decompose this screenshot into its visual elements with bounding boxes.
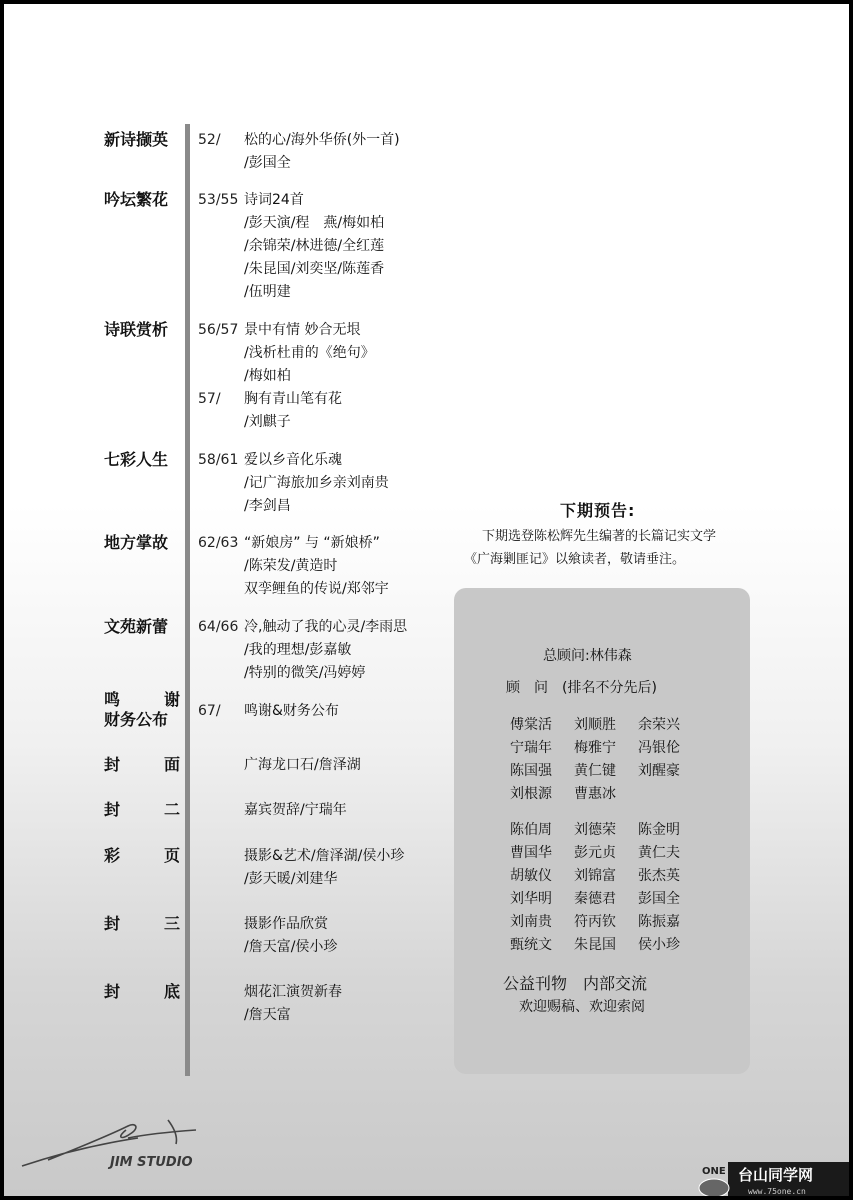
entry-line: /陈荣发/黄造时 [244,558,338,574]
entry-line: /彭天暖/刘建华 [244,871,338,887]
advisor-name: 曹惠冰 [574,786,616,802]
page-number: 67/ [198,703,221,719]
entry-line: 冷,触动了我的心灵/李雨思 [244,619,408,635]
advisor-name: 张杰英 [638,868,680,884]
advisor-name: 彭国全 [638,891,680,907]
page-number: 53/55 [198,192,239,208]
advisor-name: 刘华明 [510,891,552,907]
advisor-row [510,737,702,760]
entry-lines [244,913,337,959]
page-number: 64/66 [198,619,239,635]
section-title-char: 封 [104,982,121,1001]
advisor-name: 侯小珍 [638,937,680,953]
advisor-row [510,783,638,806]
entry-line: 爱以乡音化乐魂 [244,452,342,468]
page-number: 58/61 [198,452,239,468]
advisor-name: 彭元贞 [574,845,616,861]
badge-mark: ONE [702,1166,726,1177]
entry-line: 摄影作品欣赏 [244,916,328,932]
advisor-name: 冯银伦 [638,740,680,756]
entry-line: /浅析杜甫的《绝句》 [244,345,375,361]
entry-line: /彭国全 [244,155,291,171]
entry-line: /梅如柏 [244,368,291,384]
advisor-name: 陈国强 [510,763,552,779]
entry-lines [244,845,404,891]
entry-lines [244,981,342,1027]
section-title-line [104,690,180,710]
section-title-char: 封 [104,914,121,933]
entry-line: /彭天演/程 燕/梅如柏 [244,215,385,231]
badge-url: www.75one.cn [748,1187,806,1196]
page-number: 52/ [198,132,221,148]
section-title: 诗联赏析 [104,320,169,339]
advisor-name: 刘根源 [510,786,552,802]
section-title [104,754,180,776]
advisor-name: 刘醒豪 [638,763,680,779]
advisor-name: 傅棠活 [510,717,552,733]
section-title [104,799,180,821]
advisor-row [510,842,702,865]
entry-lines [244,754,361,777]
slogan-secondary: 欢迎赐稿、欢迎索阅 [519,999,645,1015]
entry-line: /伍明建 [244,284,291,300]
entry-lines [244,189,384,304]
entry-lines [244,700,339,723]
section-title: 地方掌故 [104,533,169,552]
advisor-name: 宁瑞年 [510,740,552,756]
entry-line: /特别的微笑/冯婷婷 [244,665,366,681]
advisor-name: 余荣兴 [638,717,680,733]
entry-line: 烟花汇演贺新春 [244,984,342,1000]
entry-lines [244,616,407,685]
entry-line: /我的理想/彭嘉敏 [244,642,352,658]
notice-body [450,525,790,571]
section-title [104,845,180,867]
entry-line: 摄影&艺术/詹泽湖/侯小珍 [244,848,405,864]
studio-logo [18,1108,228,1178]
section-title-char: 面 [163,755,180,774]
section-title-char: 封 [104,755,121,774]
advisor-name: 陈振嘉 [638,914,680,930]
entry-lines [244,799,347,822]
studio-logo-text: JIM STUDIO [110,1155,193,1170]
section-title-char: 封 [104,800,121,819]
advisors-heading: 顾 问 (排名不分先后) [506,680,657,696]
section-title-char: 三 [163,914,180,933]
entry-line: 胸有青山笔有花 [244,391,342,407]
page-number: 62/63 [198,535,239,551]
slogan-primary: 公益刊物 内部交流 [503,974,648,993]
advisor-name: 黄仁键 [574,763,616,779]
advisor-name: 梅雅宁 [574,740,616,756]
entry-line: “新娘房” 与 “新娘桥” [244,535,380,551]
advisor-name: 秦德君 [574,891,616,907]
entry-line: /朱昆国/刘奕坚/陈莲香 [244,261,385,277]
entry-line: /詹天富/侯小珍 [244,939,338,955]
entry-line: /刘麒子 [244,414,291,430]
entry-line: /詹天富 [244,1007,291,1023]
section-title: 七彩人生 [104,450,169,469]
advisor-name: 朱昆国 [574,937,616,953]
advisor-name: 刘南贵 [510,914,552,930]
advisor-name: 刘锦富 [574,868,616,884]
site-badge [698,1158,849,1196]
advisor-row [510,714,702,737]
entry-line: 双孪鲤鱼的传说/郑邻宇 [244,581,389,597]
entry-lines [244,449,389,518]
entry-line: 景中有情 妙合无垠 [244,322,361,338]
advisor-name: 陈伯周 [510,822,552,838]
section-title [104,981,180,1003]
entry-lines [244,532,389,601]
section-title: 新诗撷英 [104,130,169,149]
notice-line: 《广海剿匪记》以飨读者，敬请垂注。 [464,552,686,567]
page-number: 56/57 [198,322,239,338]
page-number: 57/ [198,391,221,407]
advisor-row [510,760,702,783]
notice-line: 下期选登陈松辉先生编著的长篇记实文学 [482,529,717,544]
entry-line: 嘉宾贺辞/宁瑞年 [244,802,347,818]
section-title [104,690,180,730]
advisor-row [510,888,702,911]
advisor-row [510,911,702,934]
chief-advisor: 总顾问:林伟森 [543,648,632,664]
entry-line: /余锦荣/林进德/全红莲 [244,238,385,254]
advisor-name: 胡敏仪 [510,868,552,884]
advisor-row [510,865,702,888]
advisor-name: 陈金明 [638,822,680,838]
page [4,4,849,1196]
entry-lines [244,129,400,175]
globe-icon [699,1179,729,1196]
section-title [104,913,180,935]
advisor-row [510,819,702,842]
vertical-divider [185,124,190,1076]
section-title: 吟坛繁花 [104,190,169,209]
section-title-char: 鸣 [104,690,121,709]
entry-line: /李剑昌 [244,498,291,514]
entry-lines [244,319,375,388]
advisor-name: 黄仁夫 [638,845,680,861]
badge-brand: 台山同学网 [738,1166,814,1184]
advisor-name: 刘顺胜 [574,717,616,733]
entry-line: 松的心/海外华侨(外一首) [244,132,400,148]
section-title: 文苑新蕾 [104,617,169,636]
section-title-char: 页 [163,846,180,865]
section-title-line: 财务公布 [104,710,169,729]
notice-title: 下期预告: [560,501,636,520]
advisor-name: 曹国华 [510,845,552,861]
section-title-char: 二 [163,800,180,819]
entry-line: 诗词24首 [244,192,304,208]
entry-lines [244,388,342,434]
entry-line: /记广海旅加乡亲刘南贵 [244,475,389,491]
entry-line: 广海龙口石/詹泽湖 [244,757,361,773]
advisor-name: 符丙钦 [574,914,616,930]
advisor-name: 刘德荣 [574,822,616,838]
advisor-name: 甄统文 [510,937,552,953]
section-title-char: 谢 [163,690,180,709]
section-title-char: 底 [163,982,180,1001]
advisor-row [510,934,702,957]
section-title-char: 彩 [104,846,121,865]
entry-line: 鸣谢&财务公布 [244,703,339,719]
